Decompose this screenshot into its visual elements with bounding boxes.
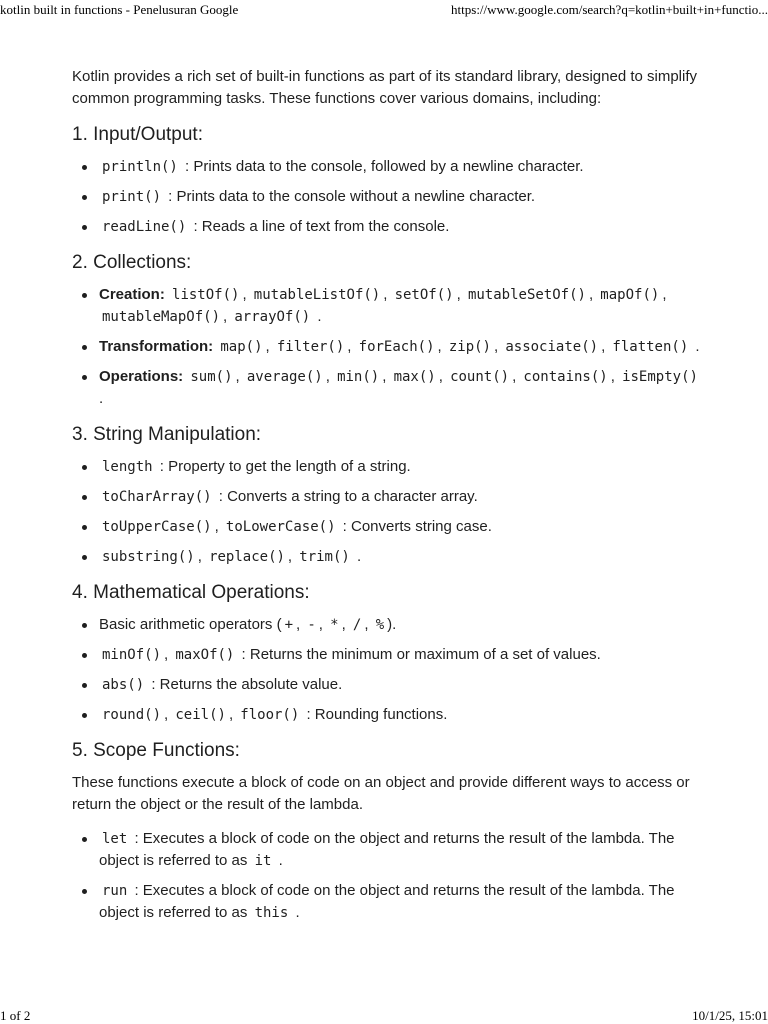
section-heading-math: 4. Mathematical Operations: <box>72 582 310 603</box>
list-item: println() : Prints data to the console, followed by a newline character. <box>72 156 702 178</box>
code-snippet: readLine() <box>102 219 187 235</box>
list-item: minOf() , maxOf() : Returns the minimum or maximum of a set of values. <box>72 644 702 666</box>
operator-list: + , - , * , / , % <box>282 616 388 633</box>
code-list: sum() , average() , min() , max() , count() , contains() , isEmpty() . <box>99 368 701 407</box>
code-snippet: + <box>284 617 294 633</box>
code-list: toUpperCase() , toLowerCase() <box>99 518 339 535</box>
code-snippet: substring() <box>102 549 195 565</box>
print-footer <box>0 1008 768 1024</box>
code-list: substring() , replace() , trim() . <box>99 548 361 565</box>
scope-list <box>72 828 702 924</box>
item-label: Operations: <box>99 368 184 385</box>
list-item-operations <box>72 366 702 410</box>
list-item: Basic arithmetic operators ( + , - , * , / , % ). <box>72 614 702 636</box>
code-snippet: round() <box>102 707 162 723</box>
code-snippet: toCharArray() <box>102 489 212 505</box>
list-item: length : Property to get the length of a string. <box>72 456 702 478</box>
code-snippet: isEmpty() <box>622 369 698 385</box>
list-item: toCharArray() : Converts a string to a character array. <box>72 486 702 508</box>
print-datetime: 10/1/25, 15:01 <box>692 1008 768 1023</box>
code-snippet: map() <box>220 339 263 355</box>
print-page-title: kotlin built in functions - Penelusuran Google <box>0 2 239 17</box>
code-snippet: this <box>254 905 289 921</box>
list-item: toUpperCase() , toLowerCase() : Converts string case. <box>72 516 702 538</box>
code-snippet: minOf() <box>102 647 162 663</box>
item-label: Creation: <box>99 286 165 303</box>
code-snippet: floor() <box>240 707 300 723</box>
code-list: listOf() , mutableListOf() , setOf() , mutableSetOf() , mapOf() , mutableMapOf() , arrayOf() . <box>99 286 666 325</box>
print-header <box>0 0 768 20</box>
collections-list <box>72 284 702 410</box>
list-item: readLine() : Reads a line of text from the console. <box>72 216 702 238</box>
code-snippet: print() <box>102 189 162 205</box>
page-number: 1 of 2 <box>0 1008 31 1023</box>
intro-paragraph: Kotlin provides a rich set of built-in functions as part of its standard library, designed to simplify common programming tasks. These functions cover various domains, including: <box>72 68 698 107</box>
code-snippet: forEach() <box>358 339 435 355</box>
code-snippet: run <box>102 883 128 899</box>
item-label: Transformation: <box>99 338 214 355</box>
code-snippet: trim() <box>299 549 350 565</box>
code-snippet: filter() <box>276 339 345 355</box>
list-item-creation <box>72 284 702 328</box>
code-snippet: arrayOf() <box>234 309 311 325</box>
code-snippet: toLowerCase() <box>225 519 336 535</box>
list-item-transformation <box>72 336 702 358</box>
code-list: map() , filter() , forEach() , zip() , associate() , flatten() . <box>217 338 699 355</box>
code-snippet: it <box>254 853 272 869</box>
code-snippet: setOf() <box>394 287 454 303</box>
list-item: print() : Prints data to the console without a newline character. <box>72 186 702 208</box>
code-snippet: - <box>307 617 316 633</box>
code-snippet: ceil() <box>175 707 226 723</box>
code-list: minOf() , maxOf() <box>99 646 237 663</box>
code-snippet: mutableListOf() <box>253 287 381 303</box>
scope-intro-paragraph: These functions execute a block of code on an object and provide different ways to access or return the object or the result of the lambda. <box>72 774 690 813</box>
code-snippet: abs() <box>102 677 145 693</box>
code-snippet: / <box>352 617 362 633</box>
code-snippet: mutableMapOf() <box>102 309 221 325</box>
code-snippet: replace() <box>209 549 285 565</box>
code-snippet: count() <box>450 369 510 385</box>
code-snippet: maxOf() <box>175 647 235 663</box>
code-list: round() , ceil() , floor() <box>99 706 302 723</box>
list-item: abs() : Returns the absolute value. <box>72 674 702 696</box>
code-snippet: flatten() <box>612 339 689 355</box>
list-item <box>72 546 702 568</box>
code-snippet: mutableSetOf() <box>467 287 586 303</box>
code-snippet: * <box>330 617 339 633</box>
list-item: round() , ceil() , floor() : Rounding functions. <box>72 704 702 726</box>
code-snippet: % <box>375 617 385 633</box>
code-snippet: zip() <box>448 339 491 355</box>
math-list <box>72 614 702 726</box>
code-snippet: sum() <box>190 369 233 385</box>
section-heading-collections: 2. Collections: <box>72 252 192 273</box>
list-item: let : Executes a block of code on the object and returns the result of the lambda. The object is referred to as it . <box>72 828 702 872</box>
code-snippet: let <box>102 831 128 847</box>
list-item: run : Executes a block of code on the object and returns the result of the lambda. The object is referred to as this . <box>72 880 702 924</box>
code-snippet: associate() <box>505 339 599 355</box>
code-snippet: toUpperCase() <box>102 519 212 535</box>
code-snippet: max() <box>393 369 436 385</box>
section-heading-strings: 3. String Manipulation: <box>72 424 262 445</box>
io-list <box>72 156 702 238</box>
code-snippet: length <box>102 459 153 475</box>
code-snippet: mapOf() <box>600 287 660 303</box>
code-snippet: contains() <box>523 369 608 385</box>
code-snippet: listOf() <box>172 287 240 303</box>
article-content <box>72 66 702 936</box>
code-snippet: average() <box>246 369 323 385</box>
section-heading-scope: 5. Scope Functions: <box>72 740 240 761</box>
strings-list <box>72 456 702 568</box>
code-snippet: min() <box>337 369 380 385</box>
print-page-url: https://www.google.com/search?q=kotlin+built+in+functio... <box>451 2 768 17</box>
section-heading-io: 1. Input/Output: <box>72 124 203 145</box>
code-snippet: println() <box>102 159 178 175</box>
